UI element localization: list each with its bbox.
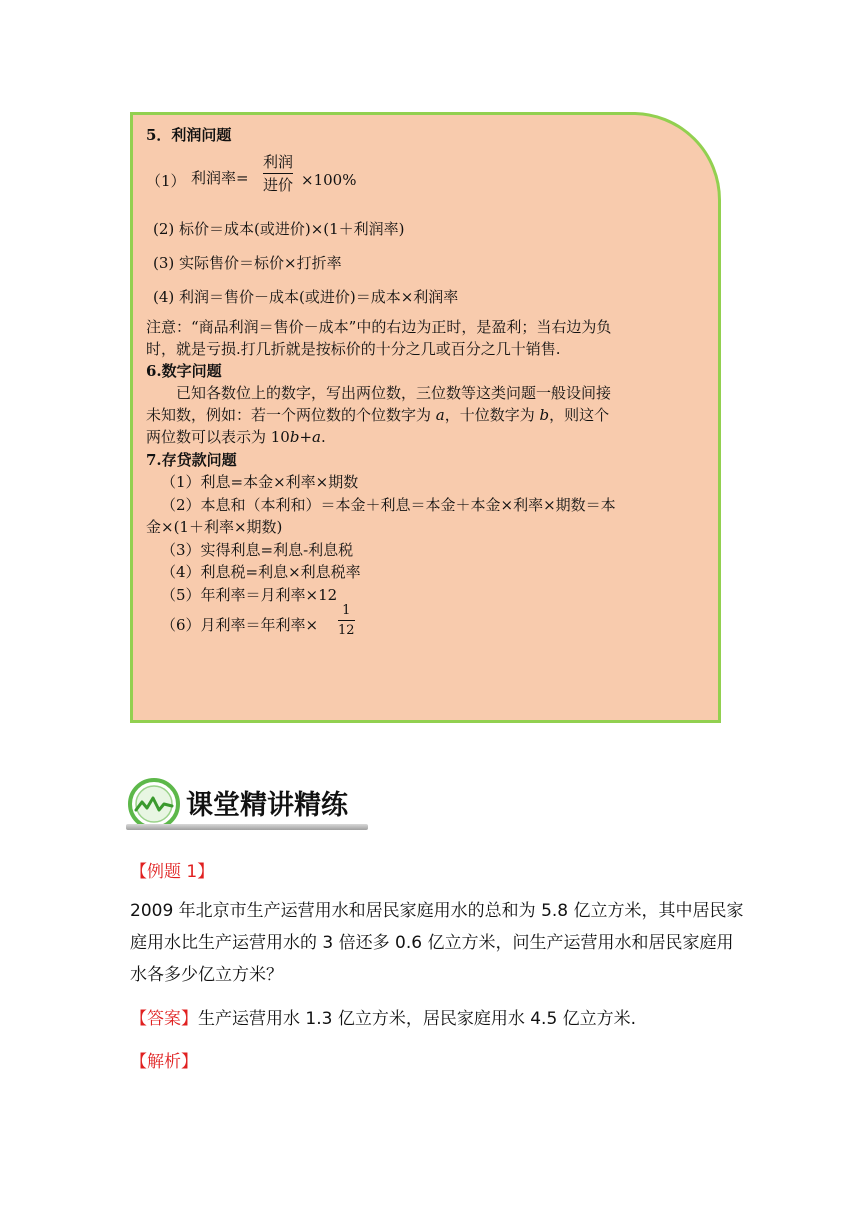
answer-text: 生产运营用水 1.3 亿立方米，居民家庭用水 4.5 亿立方米. bbox=[198, 1009, 637, 1029]
answer-label: 【答案】 bbox=[130, 1009, 198, 1029]
answer-line bbox=[130, 1008, 636, 1030]
s7-item1: （1）利息=本金×利率×期数 bbox=[161, 473, 359, 491]
s7-item2-line2: 金×(1＋利率×期数) bbox=[146, 518, 283, 536]
s5-item2: (2) 标价＝成本(或进价)×(1＋利润率) bbox=[153, 220, 405, 238]
s6-line2-b: ，十位数字为 bbox=[444, 406, 540, 424]
s5-item4: (4) 利润＝售价－成本(或进价)＝成本×利润率 bbox=[153, 288, 459, 306]
s6-line3-b: b bbox=[289, 428, 300, 446]
section-heading: 课堂精讲精练 bbox=[186, 790, 348, 821]
section-5-title: 5．利润问题 bbox=[146, 126, 232, 144]
heading-underline bbox=[126, 824, 368, 830]
s6-line3 bbox=[146, 427, 326, 447]
s5-note-line1: 注意：“商品利润＝售价－成本”中的右边为正时，是盈利；当右边为负 bbox=[146, 318, 612, 336]
example-line1: 2009 年北京市生产运营用水和居民家庭用水的总和为 5.8 亿立方米，其中居民家 bbox=[130, 901, 744, 921]
s7-item6: （6）月利率＝年利率× bbox=[161, 616, 319, 634]
fraction-bar bbox=[263, 173, 293, 174]
profit-rate-fraction bbox=[263, 153, 293, 194]
section-6-title: 6.数字问题 bbox=[146, 362, 222, 380]
example-label: 【例题 1】 bbox=[130, 862, 215, 882]
fraction-denominator: 进价 bbox=[263, 176, 294, 194]
s6-var-a: a bbox=[435, 406, 445, 424]
section-7-title: 7.存贷款问题 bbox=[146, 451, 237, 469]
monthly-rate-fraction bbox=[338, 603, 355, 638]
s5-item1-suffix: ×100% bbox=[301, 171, 357, 189]
s6-line3-a: 两位数可以表示为 10 bbox=[146, 428, 290, 446]
s6-line3-d: a bbox=[312, 428, 321, 446]
s5-item1-prefix: （1） bbox=[146, 172, 186, 190]
s6-line3-c: + bbox=[299, 428, 313, 446]
fraction-denominator: 12 bbox=[338, 623, 355, 638]
example-line3: 水各多少亿立方米？ bbox=[130, 965, 283, 985]
fraction-numerator: 利润 bbox=[263, 153, 294, 171]
s7-item2-line1: （2）本息和（本利和）＝本金＋利息＝本金＋本金×利率×期数＝本 bbox=[161, 496, 616, 514]
s6-line2-a: 未知数，例如：若一个两位数的个位数字为 bbox=[146, 406, 436, 424]
s6-var-b: b bbox=[539, 406, 550, 424]
s7-item3: （3）实得利息=利息-利息税 bbox=[161, 541, 354, 559]
s6-line2-c: ，则这个 bbox=[549, 406, 610, 424]
s6-line1: 已知各数位上的数字，写出两位数，三位数等这类问题一般设间接 bbox=[176, 384, 612, 402]
analysis-label: 【解析】 bbox=[130, 1052, 198, 1072]
fraction-numerator: 1 bbox=[342, 603, 351, 618]
s5-item3: (3) 实际售价＝标价×打折率 bbox=[153, 254, 342, 272]
s5-note-line2: 时，就是亏损.打几折就是按标价的十分之几或百分之几十销售. bbox=[146, 340, 561, 358]
example-line2: 庭用水比生产运营用水的 3 倍还多 0.6 亿立方米，问生产运营用水和居民家庭用 bbox=[130, 933, 734, 953]
s6-line3-e: . bbox=[321, 428, 326, 446]
fraction-bar bbox=[338, 620, 355, 621]
s5-item1-lhs: 利润率= bbox=[191, 169, 249, 187]
s7-item4: （4）利息税=利息×利息税率 bbox=[161, 563, 361, 581]
s6-line2 bbox=[146, 405, 609, 425]
s7-item5: （5）年利率＝月利率×12 bbox=[161, 586, 338, 604]
formula-box bbox=[130, 112, 721, 723]
